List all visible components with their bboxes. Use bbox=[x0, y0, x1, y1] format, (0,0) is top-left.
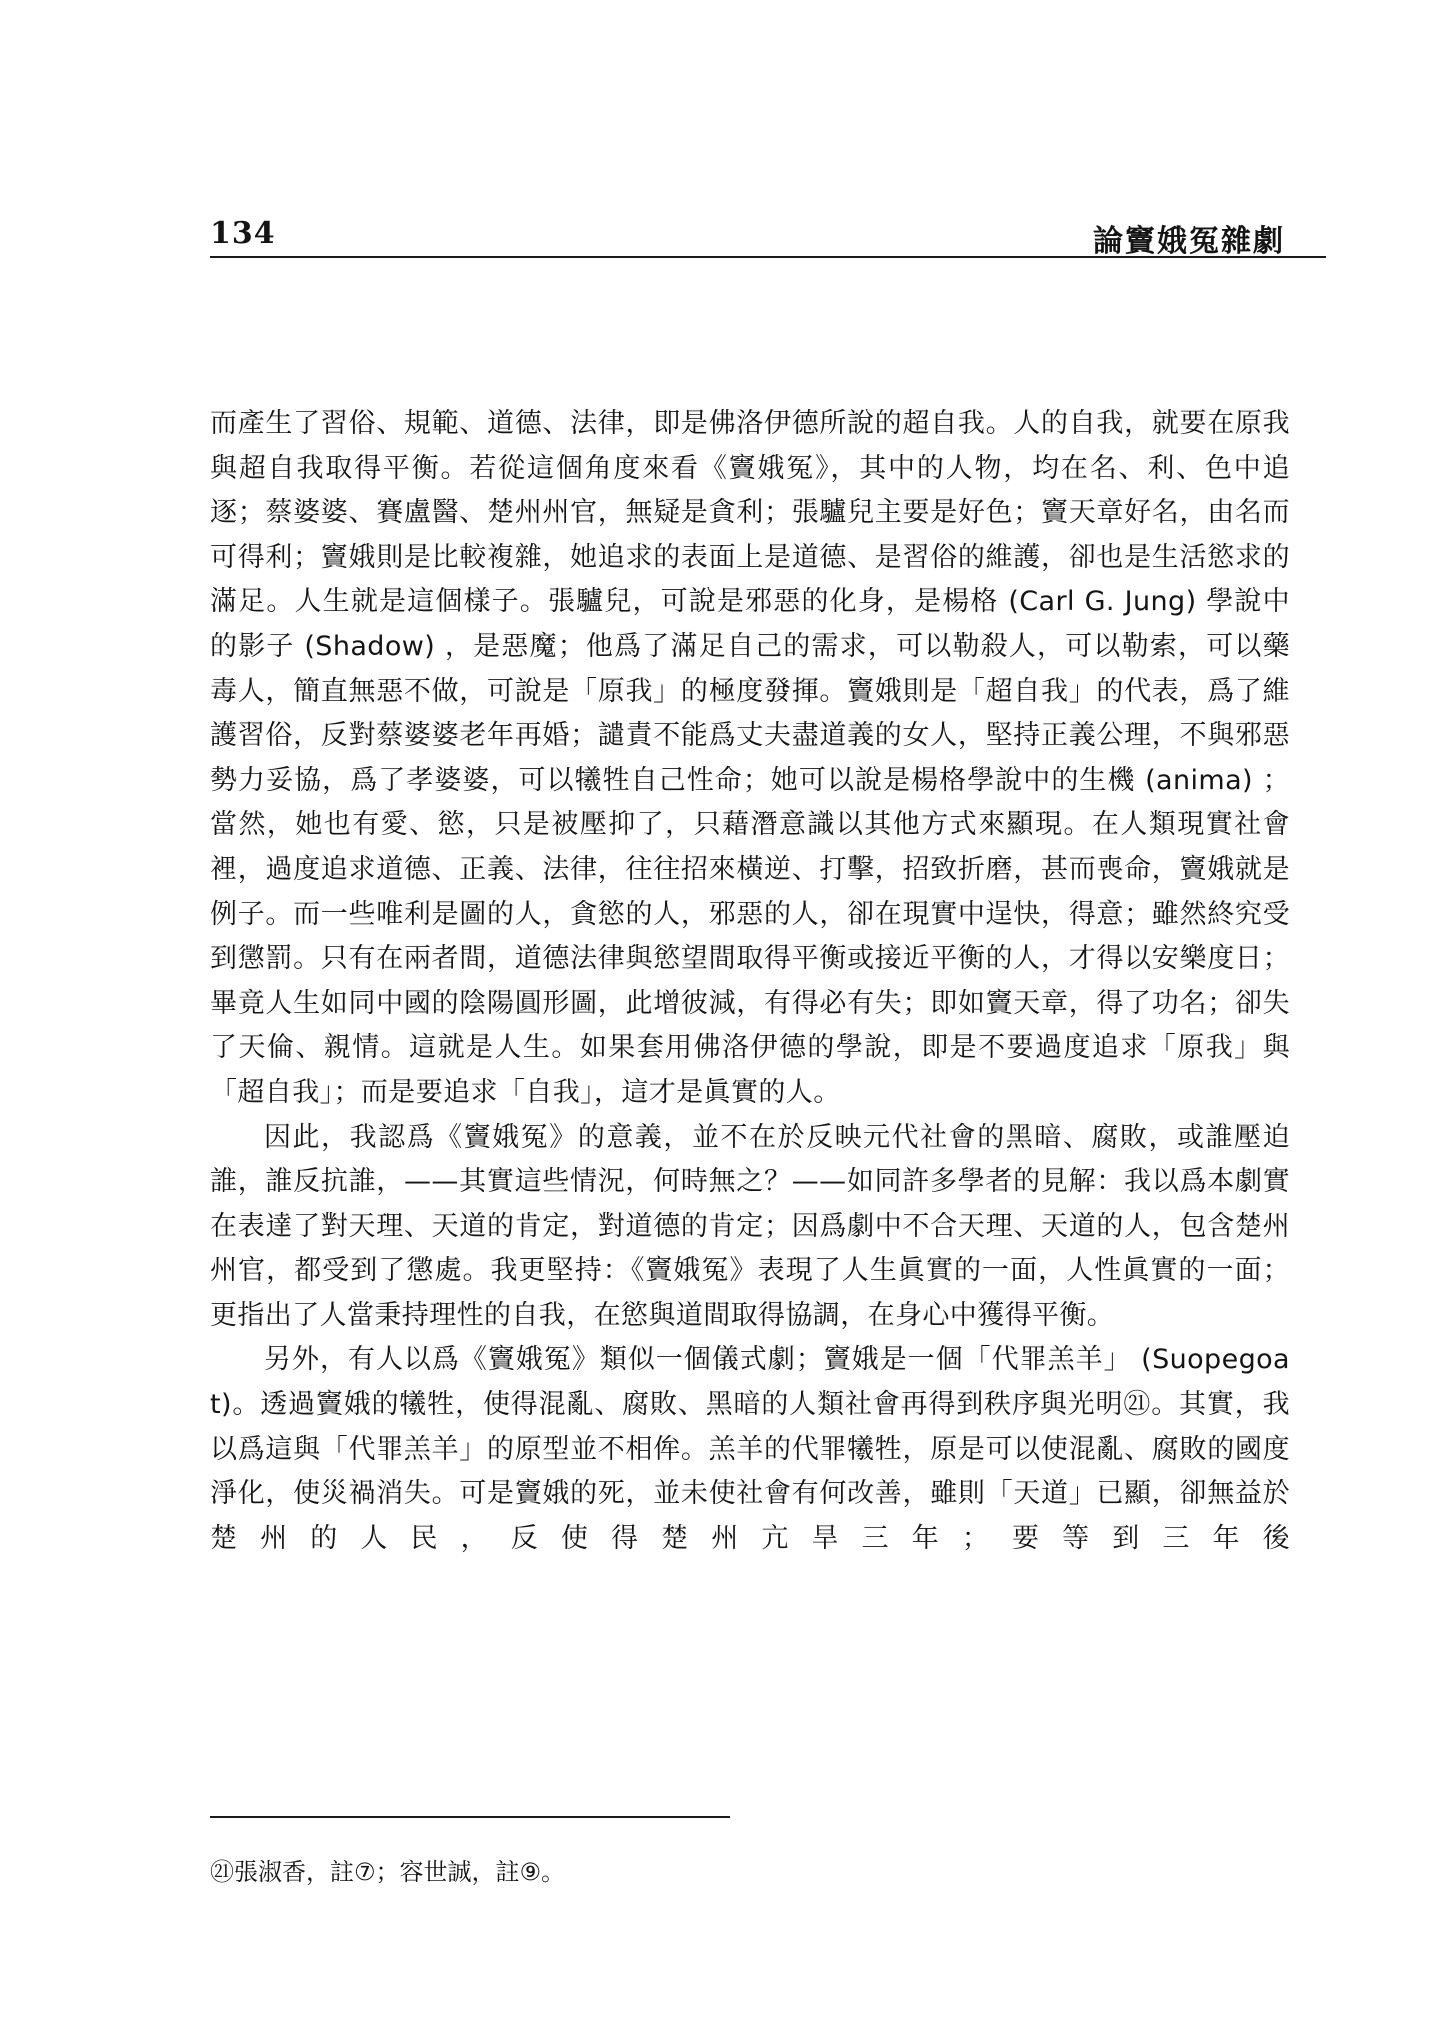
header-rule bbox=[210, 256, 1326, 258]
paragraph-1: 而產生了習俗、規範、道德、法律，即是佛洛伊德所說的超自我。人的自我，就要在原我與超自我取得平衡。若從這個角度來看《竇娥冤》，其中的人物，均在名、利、色中追逐；蔡婆婆、賽盧醫、楚州州官，無疑是貪利；張驢兒主要是好色；竇天章好名，由名而可得利；竇娥則是比較複雜，她追求的表面上是道德、是習俗的維護，卻也是生活慾求的滿足。人生就是這個樣子。張驢兒，可說是邪惡的化身，是楊格 (Carl G. Jung) 學說中的影子 (Shadow) ，是惡魔；他爲了滿足自己的需求，可以勒殺人，可以勒索，可以藥毒人，簡直無惡不做，可說是「原我」的極度發揮。竇娥則是「超自我」的代表，爲了維護習俗，反對蔡婆婆老年再婚；譴責不能爲丈夫盡道義的女人，堅持正義公理，不與邪惡勢力妥協，爲了孝婆婆，可以犧牲自己性命；她可以說是楊格學說中的生機 (anima) ；當然，她也有愛、慾，只是被壓抑了，只藉潛意識以其他方式來顯現。在人類現實社會裡，過度追求道德、正義、法律，往往招來橫逆、打擊，招致折磨，甚而喪命，竇娥就是例子。而一些唯利是圖的人，貪慾的人，邪惡的人，卻在現實中逞快，得意；雖然終究受到懲罰。只有在兩者間，道德法律與慾望間取得平衡或接近平衡的人，才得以安樂度日；畢竟人生如同中國的陰陽圓形圖，此增彼減，有得必有失；即如竇天章，得了功名；卻失了天倫、親情。這就是人生。如果套用佛洛伊德的學說，即是不要過度追求「原我」與「超自我」；而是要追求「自我」，這才是眞實的人。 bbox=[210, 408, 1290, 1108]
footnote-rule bbox=[210, 1816, 730, 1818]
body-text bbox=[210, 402, 1290, 1561]
running-title: 論竇娥冤雜劇 bbox=[1093, 224, 1285, 259]
paragraph-3: 另外，有人以爲《竇娥冤》類似一個儀式劇；竇娥是一個「代罪羔羊」 (Suopegoat)。透過竇娥的犧牲，使得混亂、腐敗、黑暗的人類社會再得到秩序與光明㉑。其實，我以爲這與「代罪羔羊」的原型並不相侔。羔羊的代罪犧牲，原是可以使混亂、腐敗的國度淨化，使災禍消失。可是竇娥的死，並未使社會有何改善，雖則「天道」已顯，卻無益於楚州的人民，反使得楚州亢旱三年；要等到三年後 bbox=[210, 1344, 1290, 1554]
footnote: ㉑張淑香，註⑦；容世誠，註⑨。 bbox=[210, 1858, 566, 1886]
page-number: 134 bbox=[210, 216, 276, 251]
paragraph-2: 因此，我認爲《竇娥冤》的意義，並不在於反映元代社會的黑暗、腐敗，或誰壓迫誰，誰反抗誰，——其實這些情況，何時無之？——如同許多學者的見解：我以爲本劇實在表達了對天理、天道的肯定，對道德的肯定；因爲劇中不合天理、天道的人，包含楚州州官，都受到了懲處。我更堅持：《竇娥冤》表現了人生眞實的一面，人性眞實的一面；更指出了人當秉持理性的自我，在慾與道間取得協調，在身心中獲得平衡。 bbox=[210, 1121, 1290, 1331]
